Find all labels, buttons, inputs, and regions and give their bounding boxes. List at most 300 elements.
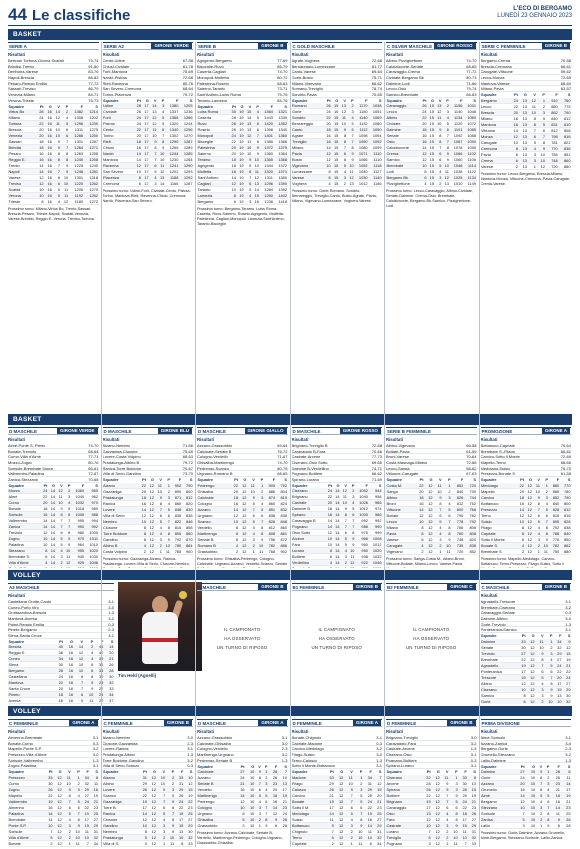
match-score: 73-70 [182, 471, 193, 477]
table-cell: 14 [244, 115, 252, 121]
table-cell: 1134 [449, 115, 463, 121]
table-cell: 8 [527, 121, 536, 127]
table-cell: 790 [182, 483, 193, 489]
table-cell: 1071 [354, 151, 368, 157]
table-cell: 9 [544, 686, 553, 692]
table-cell: 11 [344, 775, 354, 781]
table-cell: 12 [334, 780, 344, 786]
table-cell: 2 [536, 103, 545, 109]
table-cell: Mozzo [8, 488, 40, 494]
table-cell: 17 [141, 139, 149, 145]
table-cell: 10 [56, 500, 64, 506]
table-cell: 14 [48, 524, 56, 530]
table-cell: 4 [323, 181, 331, 187]
table-cell: Varese [292, 175, 324, 181]
table-cell: Nembro [103, 518, 139, 524]
table-cell: 1140 [449, 109, 463, 115]
table-cell: Dalmine [481, 769, 515, 775]
table-cell: Casirate [292, 500, 326, 506]
rest-notice-line: HA OSSERVATO [413, 636, 450, 641]
table-cell: 2 [62, 834, 71, 840]
table-cell: 8 [175, 840, 184, 846]
column-header: Pt [48, 769, 53, 775]
table-cell: 808 [264, 530, 276, 536]
table-cell: 9 [535, 650, 544, 656]
table-cell: Arcene [386, 780, 422, 786]
table-cell: 4 [435, 169, 442, 175]
table-row [386, 181, 477, 187]
table-cell: Lecco [386, 109, 420, 115]
table-cell: 1140 [354, 115, 368, 121]
table-cell: 8 [252, 139, 260, 145]
column-header: S [473, 769, 476, 775]
table-cell: 10 [435, 121, 442, 127]
table-cell: 770 [560, 483, 571, 489]
table-cell: 4 [244, 193, 252, 199]
table-cell: 1214 [84, 109, 99, 115]
table-cell: 26 [134, 109, 142, 115]
table-cell: 14 [333, 518, 340, 524]
match-name: Agnadello-Trescore [480, 599, 516, 604]
table-cell: 3 [138, 840, 147, 846]
table-cell [63, 566, 71, 568]
table-cell: 15 [331, 121, 339, 127]
table-cell: 7 [344, 798, 354, 804]
standings-table [481, 477, 572, 555]
table-cell: 7 [63, 524, 71, 530]
table-cell: 15 [331, 175, 339, 181]
table-cell: 12 [526, 680, 535, 686]
table-cell: 15 [517, 674, 526, 680]
table-cell: 9 [157, 145, 165, 151]
table-cell: 840 [548, 500, 559, 506]
standings-table [103, 98, 194, 188]
table-cell: 26 [175, 792, 184, 798]
table-cell: 14 [48, 554, 56, 560]
table-cell: 19 [467, 792, 476, 798]
table-cell: 14 [235, 792, 245, 798]
table-row [481, 98, 572, 104]
match-score: 77-73 [371, 454, 382, 460]
table-cell: 12 [562, 644, 571, 650]
table-cell: 10 [517, 686, 526, 692]
table-cell: 32 [89, 834, 98, 840]
table-cell: 12 [340, 488, 347, 494]
table-cell: 1264 [179, 157, 193, 163]
match-name: Almè-Ponte S. Pietro [8, 443, 46, 448]
table-cell: 7 [149, 157, 157, 163]
match-name: Zogno-Paladina [8, 763, 37, 769]
table-cell: 14 [44, 810, 53, 816]
table-cell: 21 [560, 798, 571, 804]
table-cell: 1 [344, 840, 354, 846]
table-cell: 13 [518, 145, 527, 151]
table-cell: Curno [8, 780, 44, 786]
column-header: F [556, 477, 560, 483]
match-score: 3-2 [470, 740, 477, 746]
table-cell: 788 [548, 530, 559, 536]
table-cell: 12 [334, 822, 344, 828]
table-cell: 16 [509, 115, 518, 121]
table-cell: 1090 [354, 139, 368, 145]
match-score: 58-62 [466, 465, 477, 471]
column-header: S [284, 763, 287, 769]
table-cell: 19 [363, 810, 373, 816]
table-cell: 8 [509, 145, 518, 151]
match-score: 83-76 [88, 69, 99, 75]
standings-table [8, 104, 99, 206]
basket_row1-1 [103, 42, 194, 412]
table-cell: 17 [141, 133, 149, 139]
table-cell: 11 [435, 115, 442, 121]
table-cell: 12 [53, 775, 62, 781]
table-cell: 1202 [165, 169, 179, 175]
table-row [386, 542, 477, 548]
table-cell: 31 [138, 775, 147, 781]
section-title: SERIE A2 [103, 43, 124, 49]
results-heading: Risultati [480, 593, 498, 598]
table-cell: 24 [323, 109, 331, 115]
match-score: 3-2 [565, 604, 571, 610]
table-cell: 1287 [84, 139, 99, 145]
table-cell: 6 [517, 536, 525, 542]
table-cell: 19 [325, 798, 335, 804]
table-cell: 1225 [69, 163, 84, 169]
table-cell: Ciserano [386, 775, 422, 781]
table-cell: Suisio [481, 518, 517, 524]
table-cell: 13 [518, 115, 527, 121]
table-cell: 6 [340, 530, 347, 536]
match-score: 59-62 [560, 69, 571, 75]
table-cell: Torino [103, 133, 134, 139]
table-cell: 16 [420, 139, 427, 145]
table-cell: 19 [236, 145, 244, 151]
table-cell: Cantù [292, 127, 324, 133]
table-cell: 1180 [69, 199, 84, 205]
table-cell: 1166 [165, 181, 179, 187]
table-cell: 12 [526, 674, 535, 680]
match-name: Valbrembo-Paladina [8, 471, 44, 477]
table-cell: Capriate [481, 530, 517, 536]
match-name: Romano-Treviglio [291, 86, 323, 92]
rest-notice-line: HA OSSERVATO [224, 636, 261, 641]
table-cell: 9 [347, 536, 354, 542]
table-cell: 11 [458, 828, 467, 834]
table-cell: 4 [84, 650, 94, 656]
table-cell: 7 [458, 840, 467, 846]
table-cell: 22 [53, 680, 63, 686]
table-cell: 4 [230, 542, 238, 548]
table-cell: 12 [431, 834, 440, 840]
table-cell: 15 [331, 151, 339, 157]
ball-shape [178, 590, 188, 600]
table-cell: 1012 [354, 181, 368, 187]
table-cell: 1443 [259, 115, 273, 121]
table-cell: 11 [540, 548, 548, 554]
table-cell: 798 [546, 133, 559, 139]
table-cell: 10 [255, 542, 263, 548]
table-cell: 12 [431, 804, 440, 810]
table-cell: 12 [424, 542, 433, 548]
match-name: Vittuone-Carugate [386, 471, 419, 477]
table-cell: 12 [149, 121, 157, 127]
table-cell: 16 [325, 512, 332, 518]
table-cell: 20 [325, 500, 332, 506]
section-title: D MASCHILE [9, 428, 37, 434]
table-cell: 2 [84, 644, 94, 650]
column-header: F [559, 633, 562, 639]
table-cell: 1127 [368, 169, 382, 175]
table-cell: 28 [422, 780, 431, 786]
column-header: G [145, 98, 149, 104]
table-cell: 22 [229, 139, 237, 145]
table-cell: 22 [44, 792, 53, 798]
table-cell: 5 [527, 139, 536, 145]
table-cell: 24 [229, 133, 237, 139]
table-cell: Virtus Bo [8, 109, 36, 115]
match-name: Ciserano-Osio [386, 752, 412, 757]
column-header: Squadre [481, 633, 497, 639]
table-cell: 8 [255, 530, 263, 536]
table-row [197, 798, 288, 804]
table-cell: 4 [252, 109, 260, 115]
table-cell: 8 [229, 193, 237, 199]
table-cell: 6 [435, 157, 442, 163]
column-header: S [378, 769, 382, 775]
table-row [481, 139, 572, 145]
table-cell: 1287 [179, 181, 193, 187]
match-score: 74-70 [88, 443, 99, 448]
match-name: Costa Masnaga-Milano [386, 460, 428, 465]
table-cell: 13 [244, 121, 252, 127]
table-cell: 778 [451, 518, 464, 524]
table-cell: 3 [339, 175, 347, 181]
table-cell: Ponteranica [481, 668, 518, 674]
table-cell: 1040 [71, 494, 85, 500]
table-cell: 34 [53, 656, 63, 662]
table-cell: 16 [44, 151, 52, 157]
match-name: Bonate-Chignolo [291, 735, 322, 740]
match-name: Albino-Vigevano [386, 443, 416, 448]
table-cell: 5 [543, 792, 550, 798]
table-cell: Zogno [8, 786, 44, 792]
table-cell: Brignano [292, 494, 326, 500]
table-cell: 1106 [463, 157, 477, 163]
table-cell: 826 [451, 494, 464, 500]
column-header: F [365, 98, 368, 104]
group-label: GIRONE B [542, 584, 570, 590]
table-cell: 8 [157, 139, 165, 145]
table-cell: 29 [372, 822, 382, 828]
table-cell: 6 [540, 512, 548, 518]
table-cell: 16 [89, 786, 98, 792]
table-cell: 765 [170, 548, 181, 554]
column-header: P [351, 483, 355, 489]
table-cell: 11 [440, 775, 449, 781]
table-cell: 5 [255, 792, 262, 798]
table-cell: 14 [333, 524, 340, 530]
table-cell: 23 [89, 804, 98, 810]
table-cell: 29 [562, 686, 571, 692]
table-cell: 12 [524, 512, 532, 518]
table-cell: 12 [431, 810, 440, 816]
basket_row1-5 [481, 42, 572, 412]
table-cell: 22 [363, 804, 373, 810]
table-cell: 18 [550, 792, 561, 798]
table-cell: 6 [71, 804, 80, 810]
table-cell: 990 [71, 524, 85, 530]
match-name: San Severo-Cremona [102, 86, 142, 92]
section-header [197, 583, 288, 591]
table-cell: 15 [331, 169, 339, 175]
standings-table [8, 483, 99, 568]
table-cell: 2 [344, 828, 354, 834]
table-cell: 8 [36, 199, 44, 205]
table-cell: 24 [134, 121, 142, 127]
table-cell: 822 [558, 139, 571, 145]
table-cell: 32 [80, 780, 89, 786]
table-cell: 840 [546, 115, 559, 121]
table-cell: 1 [255, 822, 262, 828]
table-cell: 1264 [69, 145, 84, 151]
table-cell: 812 [560, 506, 571, 512]
section-title: C MASCHILE [481, 584, 510, 590]
match-name: Mozzo-Zogno [8, 460, 33, 465]
table-row [197, 542, 288, 548]
table-cell: 1090 [463, 139, 477, 145]
table-cell: 11 [162, 548, 170, 554]
match-name: Presezzo-Bonate S. [480, 471, 517, 477]
table-cell: 1032 [368, 554, 382, 560]
table-cell: 1311 [69, 127, 84, 133]
match-name: Casirate-Arcene [386, 746, 415, 752]
table-cell: 26 [422, 786, 431, 792]
table-cell: 14 [333, 554, 340, 560]
table-cell: 762 [548, 542, 559, 548]
table-cell: 11 [71, 840, 80, 846]
table-cell: 5 [536, 115, 545, 121]
table-cell: 6 [60, 133, 68, 139]
table-cell: 33 [467, 840, 476, 846]
table-cell: Villa d'Almè [8, 560, 40, 566]
table-cell: 12 [325, 530, 332, 536]
table-row [197, 500, 288, 506]
table-cell: 836 [170, 512, 181, 518]
table-cell: 3 [442, 109, 449, 115]
next-round: Prossimo turno: Azzano-Calcinate, Seriate B-Verdello, Martinengo-Pedrengo, Cologno-Urgnano, Grassobbio-Ghisalba. [197, 830, 283, 845]
table-cell: 30 [517, 644, 526, 650]
table-cell: 18 [229, 157, 237, 163]
table-cell: 4 [255, 500, 263, 506]
table-cell: Taranto [197, 187, 229, 193]
match-name: Presezzo-Villa d'Almè [8, 752, 47, 757]
table-cell: 1398 [259, 127, 273, 133]
table-cell: 1038 [449, 169, 463, 175]
column-header: Squadre [103, 477, 119, 483]
table-cell: 860 [276, 524, 288, 530]
table-cell: 18 [268, 792, 278, 798]
table-cell: 17 [141, 127, 149, 133]
table-cell: 1134 [463, 175, 477, 181]
column-header: V [68, 769, 71, 775]
table-cell: 30 [458, 780, 467, 786]
table-cell: 7 [157, 798, 166, 804]
table-cell: 1385 [259, 139, 273, 145]
table-cell: 15 [427, 115, 434, 121]
table-cell: Martinengo [197, 530, 230, 536]
table-cell: 826 [560, 518, 571, 524]
table-cell: 8 [442, 530, 451, 536]
table-cell: 1040 [354, 169, 368, 175]
match-name: Ranica-Torre Boldone [102, 465, 142, 471]
table-cell: 18 [458, 810, 467, 816]
table-cell: 3 [63, 494, 71, 500]
section-title: SERIE B [198, 43, 217, 49]
table-cell: 32 [104, 680, 114, 686]
column-header: P [167, 477, 170, 483]
basket_row1-3 [292, 42, 383, 412]
table-cell: 10 [449, 828, 458, 834]
table-cell: 22 [134, 127, 142, 133]
table-cell: 1355 [259, 157, 273, 163]
results-heading: Risultati [291, 729, 309, 734]
table-cell: 6 [229, 199, 237, 205]
table-cell: 886 [276, 542, 288, 548]
table-cell: 10 [525, 769, 536, 775]
table-cell: 4 [346, 115, 354, 121]
table-cell: 9 [157, 786, 166, 792]
table-cell: 5 [433, 518, 442, 524]
table-cell: 748 [451, 536, 464, 542]
table-cell: 4 [535, 680, 544, 686]
rest-notice-line: IL CAMPIONATO [413, 627, 450, 632]
table-cell: 9 [52, 145, 60, 151]
match-name: Cologno-Verdello [197, 746, 228, 752]
table-cell: 12 [268, 810, 278, 816]
table-cell: 1296 [179, 127, 193, 133]
table-cell: Cuneo [8, 656, 53, 662]
match-score: 66-63 [466, 92, 477, 98]
table-cell: 11 [44, 816, 53, 822]
section-header [8, 42, 99, 50]
table-cell: 796 [264, 536, 276, 542]
table-cell: Sarnico [481, 692, 518, 698]
match-name: Brescia-Cremona [480, 63, 512, 69]
match-name: Grottazzolina-Brescia [8, 610, 47, 616]
table-cell: 3 [162, 494, 170, 500]
table-cell: 5 [325, 834, 335, 840]
table-cell: 29 [80, 786, 89, 792]
group-label: GIRONE C [447, 584, 475, 590]
table-cell: 1098 [354, 133, 368, 139]
table-cell: Luiss Roma [197, 109, 229, 115]
table-cell: 4 [442, 500, 451, 506]
table-cell: Terno [292, 834, 325, 840]
basket_row2-3 [292, 427, 383, 568]
table-cell: 8 [60, 157, 68, 163]
section-header [292, 42, 383, 50]
table-cell: 1286 [69, 133, 84, 139]
table-cell: 16 [63, 668, 73, 674]
table-row [197, 536, 288, 542]
volley_row2-2 [197, 719, 288, 847]
table-cell: 10 [245, 810, 255, 816]
group-label: GIRONE B [447, 720, 475, 726]
table-cell: 12 [238, 500, 246, 506]
table-cell: Medolago [292, 810, 325, 816]
match-name: Bonate-Treviolo [8, 448, 37, 454]
table-cell: 831 [546, 121, 559, 127]
